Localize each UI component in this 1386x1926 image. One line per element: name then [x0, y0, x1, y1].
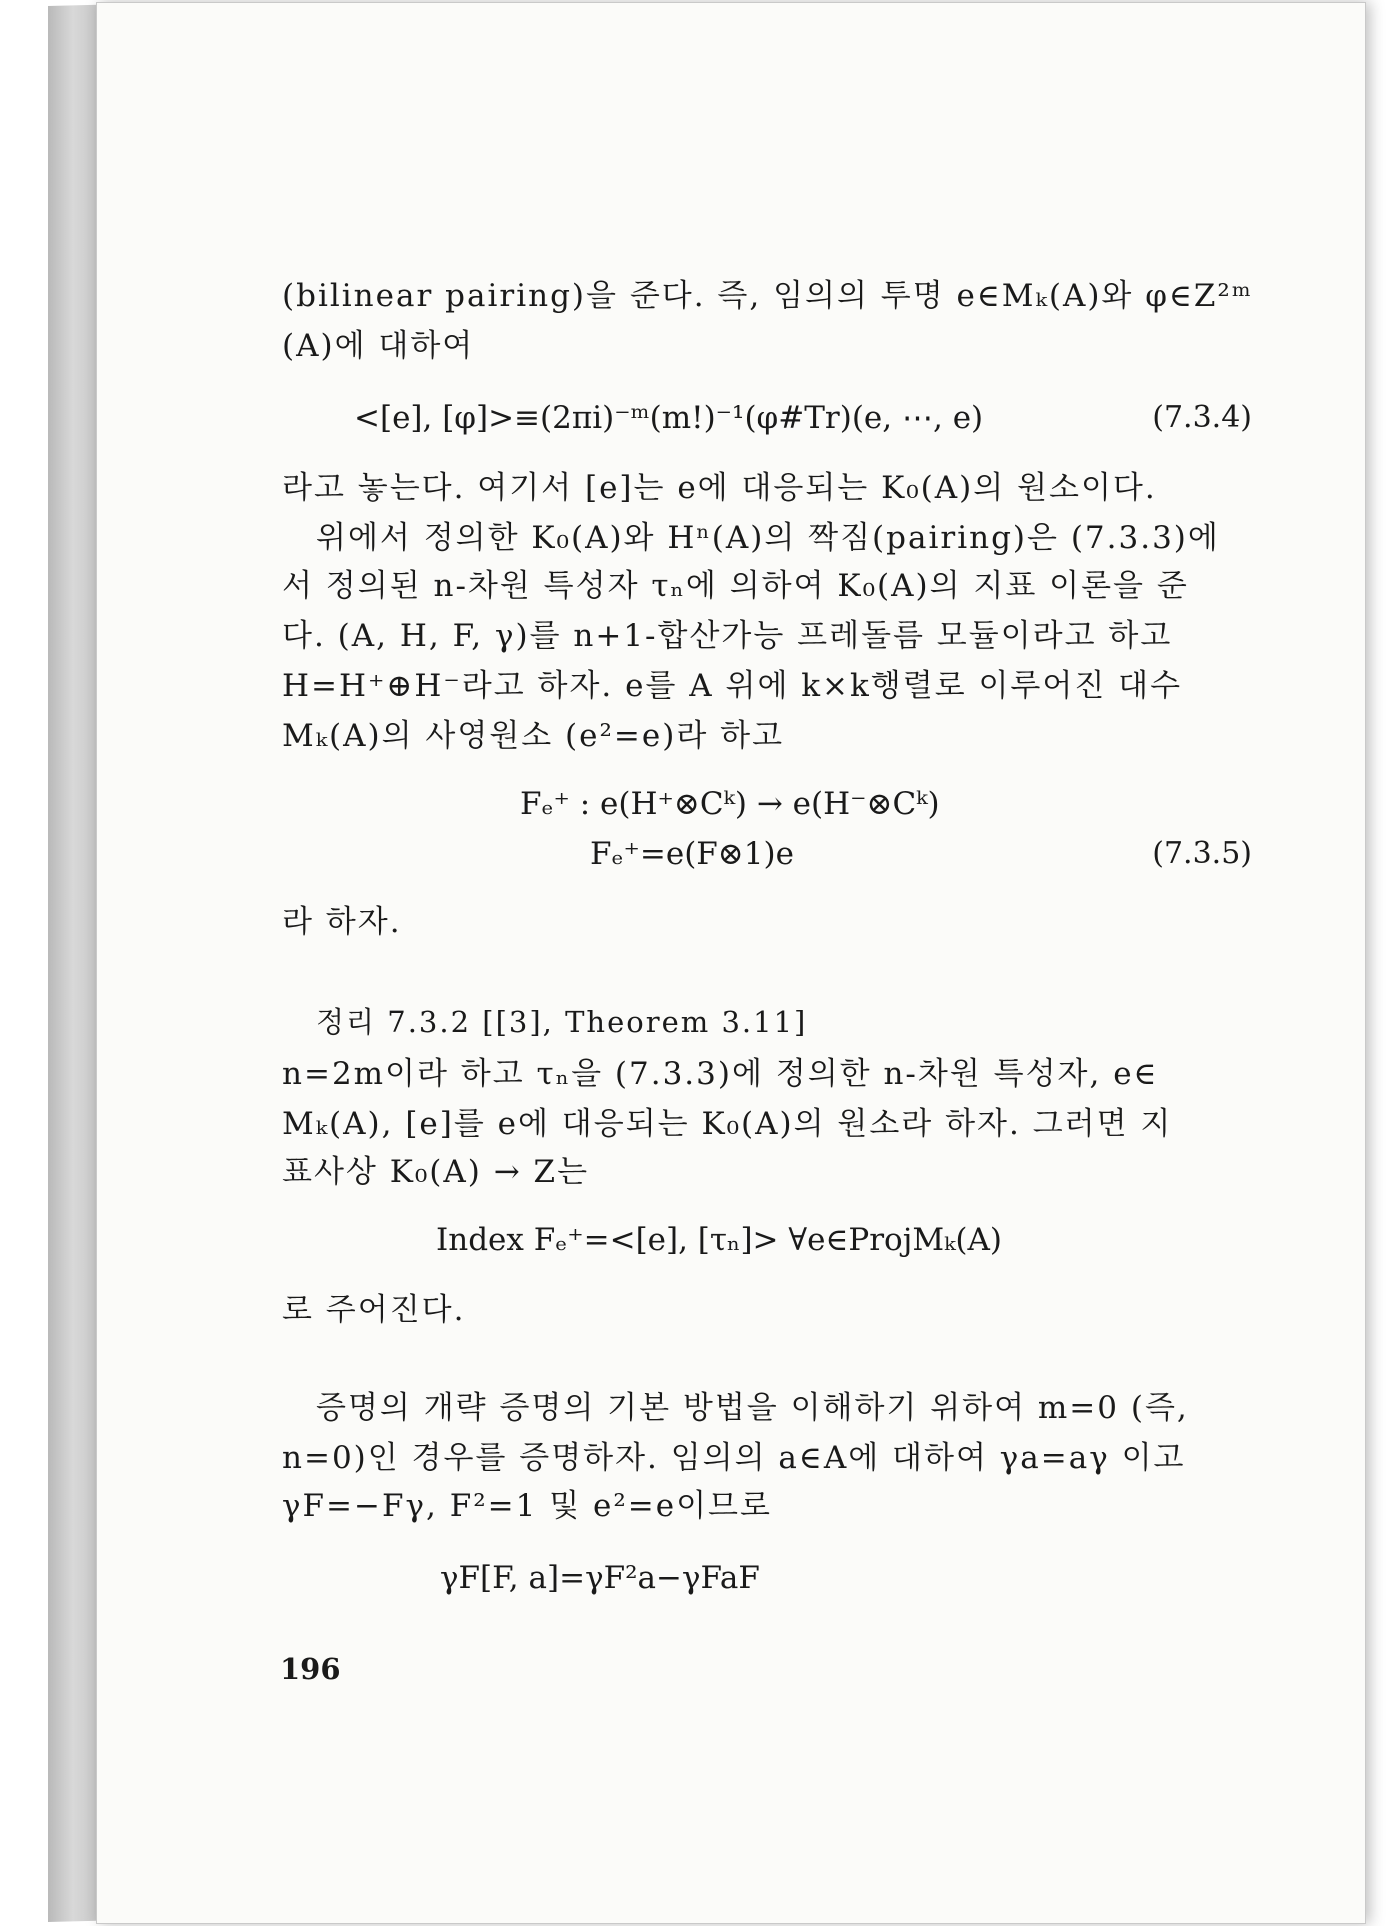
text-line-8: Mₖ(A)의 사영원소 (e²=e)라 하고	[282, 718, 785, 754]
text-line-3: 라고 놓는다. 여기서 [e]는 e에 대응되는 K₀(A)의 원소이다.	[282, 470, 1157, 506]
text-line-15: n=0)인 경우를 증명하자. 임의의 a∈A에 대하여 γa=aγ 이고	[282, 1440, 1186, 1476]
text-line-4: 위에서 정의한 K₀(A)와 Hⁿ(A)의 짝짐(pairing)은 (7.3.3)에	[316, 520, 1220, 556]
text-line-5: 서 정의된 n-차원 특성자 τₙ에 의하여 K₀(A)의 지표 이론을 준	[282, 568, 1189, 604]
text-line-6: 다. (A, H, F, γ)를 n+1-합산가능 프레돌름 모듈이라고 하고	[282, 618, 1173, 654]
theorem-heading: 정리 7.3.2 [[3], Theorem 3.11]	[316, 1005, 808, 1039]
equation-number-7-3-5: (7.3.5)	[1152, 836, 1252, 871]
text-line-9: 라 하자.	[282, 904, 402, 940]
equation-7-3-5-line-1: Fₑ⁺ : e(H⁺⊗Cᵏ) → e(H⁻⊗Cᵏ)	[520, 786, 940, 822]
text-line-1: (bilinear pairing)을 준다. 즉, 임의의 투명 e∈Mₖ(A)와 φ∈Z²ᵐ	[282, 278, 1253, 314]
text-line-14: 증명의 개략 증명의 기본 방법을 이해하기 위하여 m=0 (즉,	[316, 1390, 1189, 1426]
index-formula: Index Fₑ⁺=<[e], [τₙ]> ∀e∈ProjMₖ(A)	[436, 1222, 1002, 1258]
proof-equation: γF[F, a]=γF²a−γFaF	[440, 1560, 760, 1596]
text-line-13: 로 주어진다.	[282, 1292, 466, 1328]
text-line-12: 표사상 K₀(A) → Z는	[282, 1154, 590, 1190]
equation-number-7-3-4: (7.3.4)	[1152, 400, 1252, 435]
equation-7-3-4: <[e], [φ]>≡(2πi)⁻ᵐ(m!)⁻¹(φ#Tr)(e, ⋯, e)	[354, 400, 984, 436]
text-line-10: n=2m이라 하고 τₙ을 (7.3.3)에 정의한 n-차원 특성자, e∈	[282, 1056, 1159, 1092]
text-line-7: H=H⁺⊕H⁻라고 하자. e를 A 위에 k×k행렬로 이루어진 대수	[282, 668, 1183, 704]
book-spine	[48, 5, 98, 1922]
text-line-11: Mₖ(A), [e]를 e에 대응되는 K₀(A)의 원소라 하자. 그러면 지	[282, 1106, 1173, 1142]
text-line-16: γF=−Fγ, F²=1 및 e²=e이므로	[282, 1488, 772, 1524]
page-number: 196	[280, 1652, 341, 1686]
text-line-2: (A)에 대하여	[282, 328, 475, 364]
equation-7-3-5-line-2: Fₑ⁺=e(F⊗1)e	[590, 836, 794, 872]
